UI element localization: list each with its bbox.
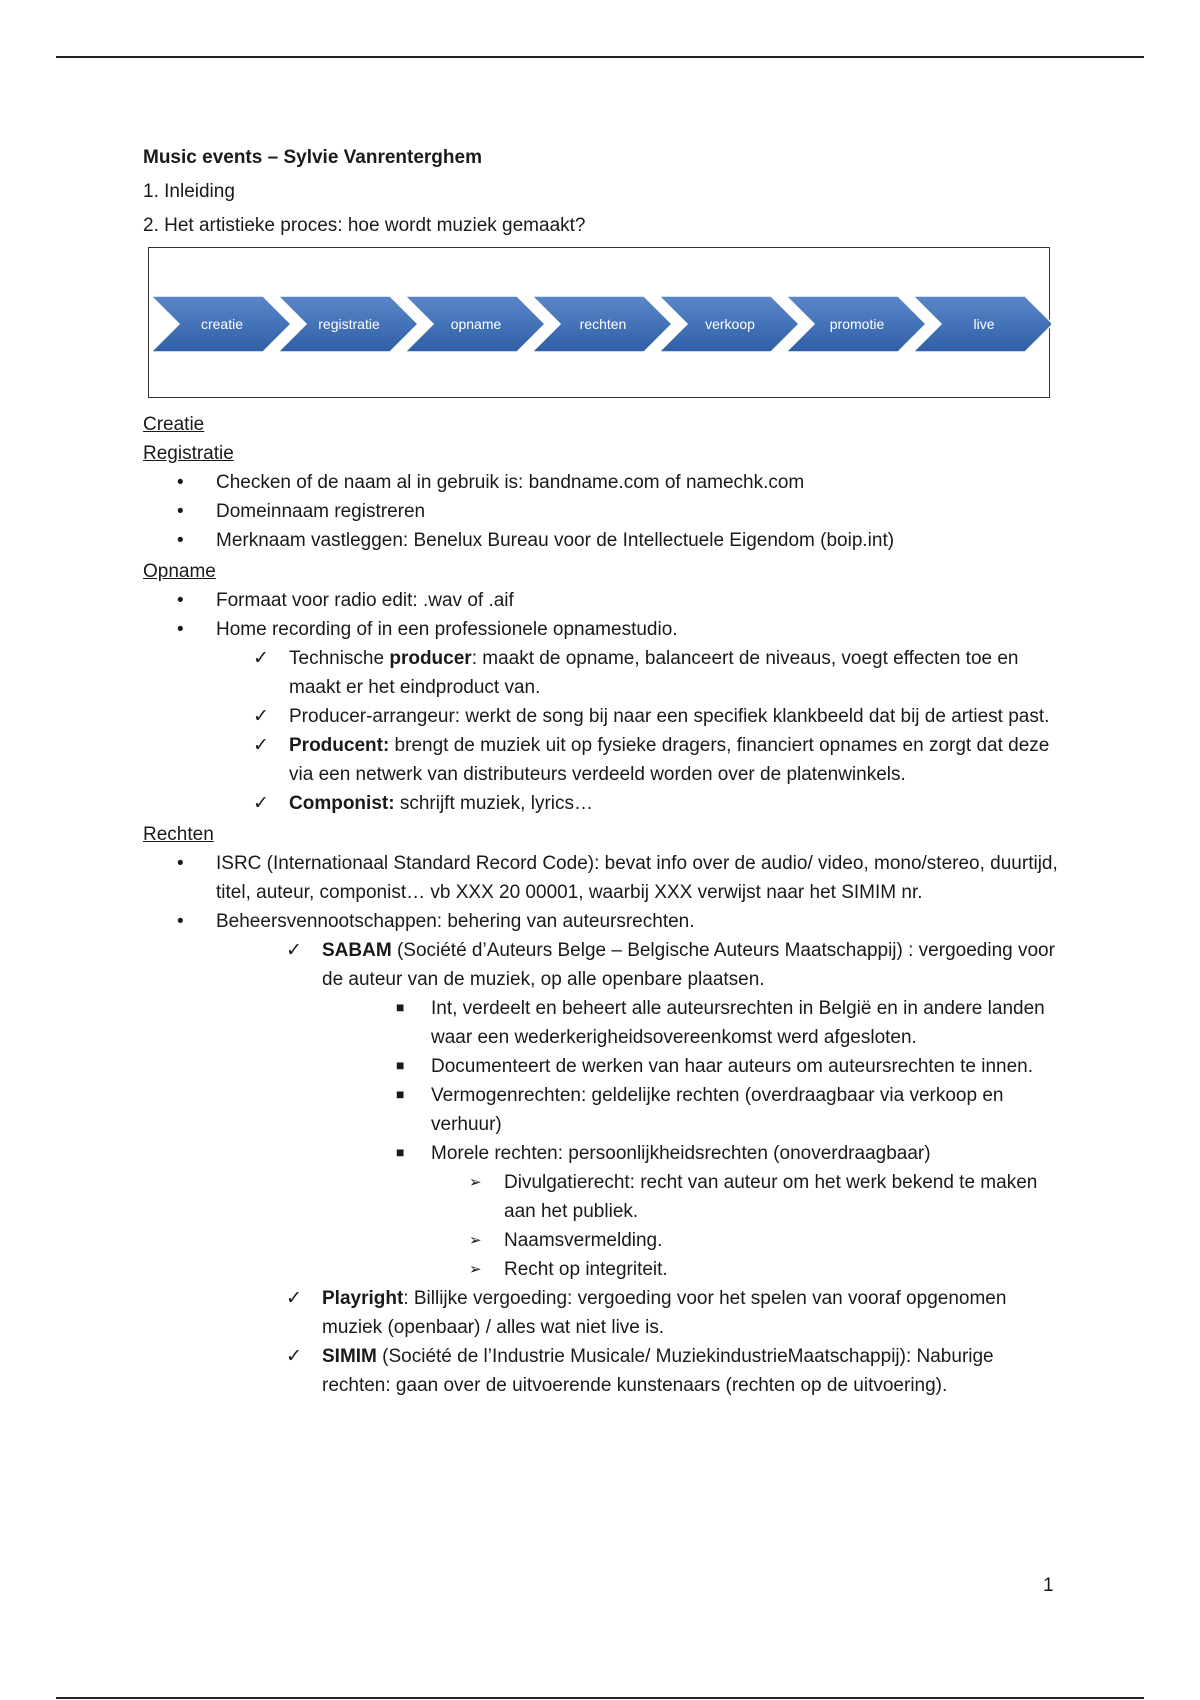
sabam-list (143, 994, 1063, 1284)
heading-process: 2. Het artistieke proces: hoe wordt muziek gemaakt? (143, 215, 586, 236)
opname-list (143, 586, 1063, 644)
list-item: ✓ Producent: brengt de muziek uit op fysieke dragers, financiert opnames en zorgt dat deze via een netwerk van distributeurs verdeeld worden over de platenwinkels. (143, 731, 1063, 789)
list-item: • Checken of de naam al in gebruik is: bandname.com of namechk.com (143, 468, 1063, 497)
list-item: • Merknaam vastleggen: Benelux Bureau voor de Intellectuele Eigendom (boip.int) (143, 526, 1063, 555)
list-item-sabam: ✓ SABAM (Société d’Auteurs Belge – Belgische Auteurs Maatschappij) : vergoeding voor de auteur van de muziek, op alle openbare plaatsen. ■ Int, verdeelt en beheert alle auteursrechten in België en in andere landen waar een wederkerigheidsovereenkomst werd afgesloten. ■ Documenteert de werken van haar auteurs om auteursrechten te innen. ■ Vermogenrechten: geldelijke rechten (overdraagbaar via verkoop en verhuur) ■ Morele rechten: persoonlijkheidsrechten (onoverdraagbaar) ➢ Divulgatierecht: recht van auteur om het werk bekend te maken aan het publiek. ➢ Naamsvermelding. ➢ Recht op integriteit. (143, 936, 1063, 1284)
document-title: Music events – Sylvie Vanrenterghem (143, 147, 482, 168)
bullet-icon: • (177, 619, 184, 640)
bullet-icon: • (177, 853, 184, 874)
list-item: • Home recording of in een professionele opnamestudio. (143, 615, 1063, 644)
process-chevrons (149, 248, 1051, 399)
checkmark-icon: ✓ (286, 940, 302, 961)
chevron-label: rechten (579, 316, 627, 332)
checkmark-icon: ✓ (253, 648, 269, 669)
list-item: ✓ Technische producer: maakt de opname, balanceert de niveaus, voegt effecten toe en maakt er het eindproduct van. (143, 644, 1063, 702)
checkmark-icon: ✓ (253, 735, 269, 756)
arrow-bullet-icon: ➢ (469, 1232, 482, 1249)
checkmark-icon: ✓ (253, 793, 269, 814)
process-diagram (148, 247, 1050, 398)
list-item: • ISRC (Internationaal Standard Record Code): bevat info over de audio/ video, mono/stereo, duurtijd, titel, auteur, componist… vb XXX 20 00001, waarbij XXX verwijst naar het SIMIM nr. (143, 849, 1063, 907)
list-item: ➢ Recht op integriteit. (143, 1255, 1063, 1284)
chevron-label: verkoop (705, 316, 755, 332)
morele-list (143, 1168, 1063, 1284)
list-item: ✓ Componist: schrijft muziek, lyrics… (143, 789, 1063, 818)
list-item: ✓ Producer-arrangeur: werkt de song bij naar een specifiek klankbeeld dat bij de artiest past. (143, 702, 1063, 731)
chevron-label: registratie (318, 316, 380, 332)
square-bullet-icon: ■ (396, 1057, 405, 1073)
checkmark-icon: ✓ (286, 1288, 302, 1309)
arrow-bullet-icon: ➢ (469, 1261, 482, 1278)
section-creatie: Creatie (143, 414, 205, 435)
arrow-bullet-icon: ➢ (469, 1174, 482, 1191)
checkmark-icon: ✓ (253, 706, 269, 727)
heading-intro: 1. Inleiding (143, 181, 235, 202)
bullet-icon: • (177, 501, 184, 522)
square-bullet-icon: ■ (396, 1086, 405, 1102)
bullet-icon: • (177, 530, 184, 551)
list-item: • Beheersvennootschappen: behering van auteursrechten. (143, 907, 1063, 936)
chevron-label: creatie (200, 316, 244, 332)
section-registratie: Registratie (143, 443, 234, 464)
checkmark-icon: ✓ (286, 1346, 302, 1367)
section-opname: Opname (143, 561, 216, 582)
list-item: ■ Documenteert de werken van haar auteurs om auteursrechten te innen. (143, 1052, 1063, 1081)
list-item: ➢ Divulgatierecht: recht van auteur om het werk bekend te maken aan het publiek. (143, 1168, 1063, 1226)
list-item: ■ Morele rechten: persoonlijkheidsrechten (onoverdraagbaar) ➢ Divulgatierecht: recht van auteur om het werk bekend te maken aan het publiek. ➢ Naamsvermelding. ➢ Recht op integriteit. (143, 1139, 1063, 1284)
footer-rule (56, 1697, 1144, 1699)
header-rule (56, 56, 1144, 58)
opname-roles-list (143, 644, 1063, 818)
chevron-label: opname (450, 316, 502, 332)
bullet-icon: • (177, 911, 184, 932)
list-item: • Domeinnaam registreren (143, 497, 1063, 526)
list-item: ■ Int, verdeelt en beheert alle auteursrechten in België en in andere landen waar een wederkerigheidsovereenkomst werd afgesloten. (143, 994, 1063, 1052)
rechten-list (143, 849, 1063, 936)
list-item: • Formaat voor radio edit: .wav of .aif (143, 586, 1063, 615)
list-item-simim: ✓ SIMIM (Société de l’Industrie Musicale/ MuziekindustrieMaatschappij): Naburige rechten: gaan over de uitvoerende kunstenaars (rechten op de uitvoering). (143, 1342, 1063, 1400)
beheers-list (143, 936, 1063, 1400)
square-bullet-icon: ■ (396, 1144, 405, 1160)
document-body (143, 143, 1063, 1400)
section-rechten: Rechten (143, 824, 214, 845)
list-item: ➢ Naamsvermelding. (143, 1226, 1063, 1255)
chevron-label: live (973, 316, 995, 332)
page-number: 1 (1043, 1575, 1054, 1596)
list-item-playright: ✓ Playright: Billijke vergoeding: vergoeding voor het spelen van vooraf opgenomen muziek (openbaar) / alles wat niet live is. (143, 1284, 1063, 1342)
square-bullet-icon: ■ (396, 999, 405, 1015)
list-item: ■ Vermogenrechten: geldelijke rechten (overdraagbaar via verkoop en verhuur) (143, 1081, 1063, 1139)
chevron-label: promotie (829, 316, 885, 332)
registratie-list (143, 468, 1063, 555)
bullet-icon: • (177, 472, 184, 493)
bullet-icon: • (177, 590, 184, 611)
